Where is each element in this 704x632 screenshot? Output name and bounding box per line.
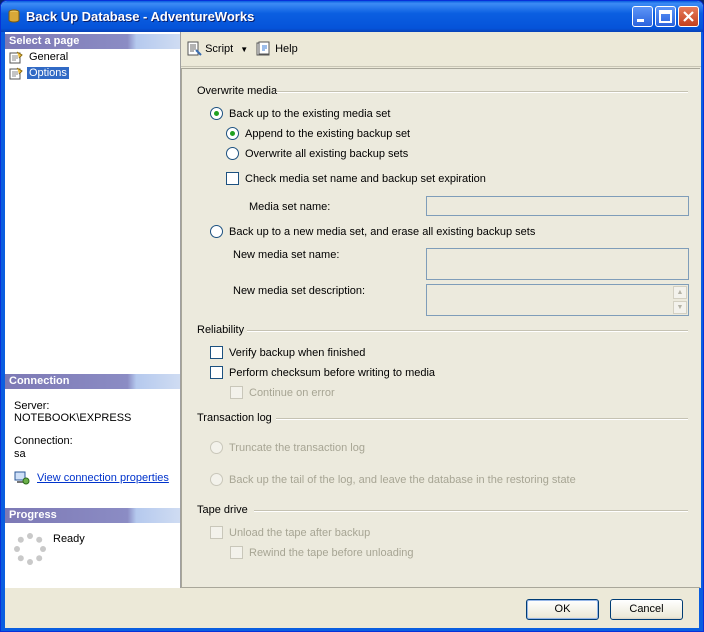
transaction-log-heading: Transaction log	[197, 412, 272, 424]
toolbar	[181, 32, 701, 67]
radio-button[interactable]	[210, 107, 223, 120]
options-page	[181, 68, 700, 588]
existing-media-set-option[interactable]	[210, 107, 390, 122]
script-icon	[186, 41, 202, 57]
page-item-general[interactable]	[9, 50, 70, 65]
radio-button[interactable]	[210, 441, 223, 454]
checkbox[interactable]	[210, 366, 223, 379]
checksum-label: Perform checksum before writing to media	[229, 367, 436, 379]
group-divider	[276, 91, 688, 93]
check-media-label: Check media set name and backup set expiration	[245, 173, 486, 185]
progress-status: Ready	[53, 533, 85, 545]
page-icon	[9, 51, 23, 64]
database-icon	[7, 9, 21, 23]
continue-on-error-option[interactable]	[230, 386, 335, 401]
help-label: Help	[275, 43, 298, 55]
append-option[interactable]	[226, 127, 410, 142]
script-button[interactable]	[186, 41, 248, 57]
title-bar[interactable]	[1, 1, 703, 32]
scroll-down-icon[interactable]: ▼	[673, 301, 687, 314]
truncate-log-label: Truncate the transaction log	[229, 442, 365, 454]
rewind-tape-option[interactable]	[230, 546, 414, 561]
chevron-down-icon[interactable]: ▼	[240, 45, 249, 54]
tape-drive-heading: Tape drive	[197, 504, 248, 516]
unload-tape-option[interactable]	[210, 526, 370, 541]
checksum-option[interactable]	[210, 366, 435, 381]
help-button[interactable]	[256, 41, 298, 57]
verify-option[interactable]	[210, 346, 365, 361]
ok-button[interactable]: OK	[526, 599, 599, 620]
new-media-set-name-label: New media set name:	[233, 249, 340, 261]
right-panel	[181, 32, 701, 588]
reliability-heading: Reliability	[197, 324, 245, 336]
new-media-set-description-field[interactable]	[426, 284, 689, 316]
radio-button[interactable]	[226, 147, 239, 160]
server-value: NOTEBOOK\EXPRESS	[14, 412, 132, 424]
check-media-option[interactable]	[226, 172, 486, 187]
truncate-log-option[interactable]	[210, 441, 365, 456]
overwrite-all-label: Overwrite all existing backup sets	[245, 148, 409, 160]
checkbox[interactable]	[230, 546, 243, 559]
checkbox[interactable]	[226, 172, 239, 185]
overwrite-all-option[interactable]	[226, 147, 408, 162]
server-label: Server:	[14, 400, 50, 412]
radio-button[interactable]	[226, 127, 239, 140]
new-media-set-option[interactable]	[210, 225, 535, 240]
new-media-set-label: Back up to a new media set, and erase all existing backup sets	[229, 226, 536, 238]
connection-value: sa	[14, 448, 26, 460]
tail-log-label: Back up the tail of the log, and leave the database in the restoring state	[229, 474, 576, 486]
tail-log-option[interactable]	[210, 473, 576, 488]
connection-label: Connection:	[14, 435, 73, 447]
append-label: Append to the existing backup set	[245, 128, 411, 140]
progress-header: Progress	[5, 508, 180, 523]
connection-header: Connection	[5, 374, 180, 389]
overwrite-media-heading: Overwrite media	[197, 85, 278, 97]
unload-tape-label: Unload the tape after backup	[229, 527, 371, 539]
help-icon	[256, 41, 272, 57]
radio-button[interactable]	[210, 473, 223, 486]
checkbox[interactable]	[230, 386, 243, 399]
group-divider	[254, 510, 688, 512]
script-label: Script	[205, 43, 234, 55]
select-page-header: Select a page	[5, 34, 180, 49]
media-set-name-label: Media set name:	[249, 201, 331, 213]
minimize-icon	[633, 7, 652, 26]
view-connection-properties-link[interactable]: View connection properties	[37, 472, 169, 484]
new-media-set-description-label: New media set description:	[233, 285, 366, 297]
maximize-button[interactable]	[655, 6, 676, 27]
window-title: Back Up Database - AdventureWorks	[26, 9, 255, 24]
cancel-button[interactable]: Cancel	[610, 599, 683, 620]
scroll-up-icon[interactable]: ▲	[673, 286, 687, 299]
verify-label: Verify backup when finished	[229, 347, 366, 359]
group-divider	[247, 330, 688, 332]
progress-spinner-icon	[14, 533, 46, 565]
minimize-button[interactable]	[632, 6, 653, 27]
new-media-set-name-field[interactable]	[426, 248, 689, 280]
page-item-label: Options	[29, 67, 67, 79]
maximize-icon	[656, 7, 675, 26]
page-item-label: General	[29, 51, 69, 63]
group-divider	[276, 418, 688, 420]
continue-on-error-label: Continue on error	[249, 387, 335, 399]
close-button[interactable]	[678, 6, 699, 27]
left-panel	[5, 32, 181, 588]
checkbox[interactable]	[210, 526, 223, 539]
page-icon	[9, 67, 23, 80]
checkbox[interactable]	[210, 346, 223, 359]
page-item-options[interactable]	[9, 66, 69, 81]
connection-properties-icon	[14, 471, 30, 485]
existing-media-set-label: Back up to the existing media set	[229, 108, 391, 120]
media-set-name-field[interactable]	[426, 196, 689, 216]
window-frame-bottom	[1, 628, 703, 631]
radio-button[interactable]	[210, 225, 223, 238]
rewind-tape-label: Rewind the tape before unloading	[249, 547, 414, 559]
close-icon	[679, 7, 698, 26]
